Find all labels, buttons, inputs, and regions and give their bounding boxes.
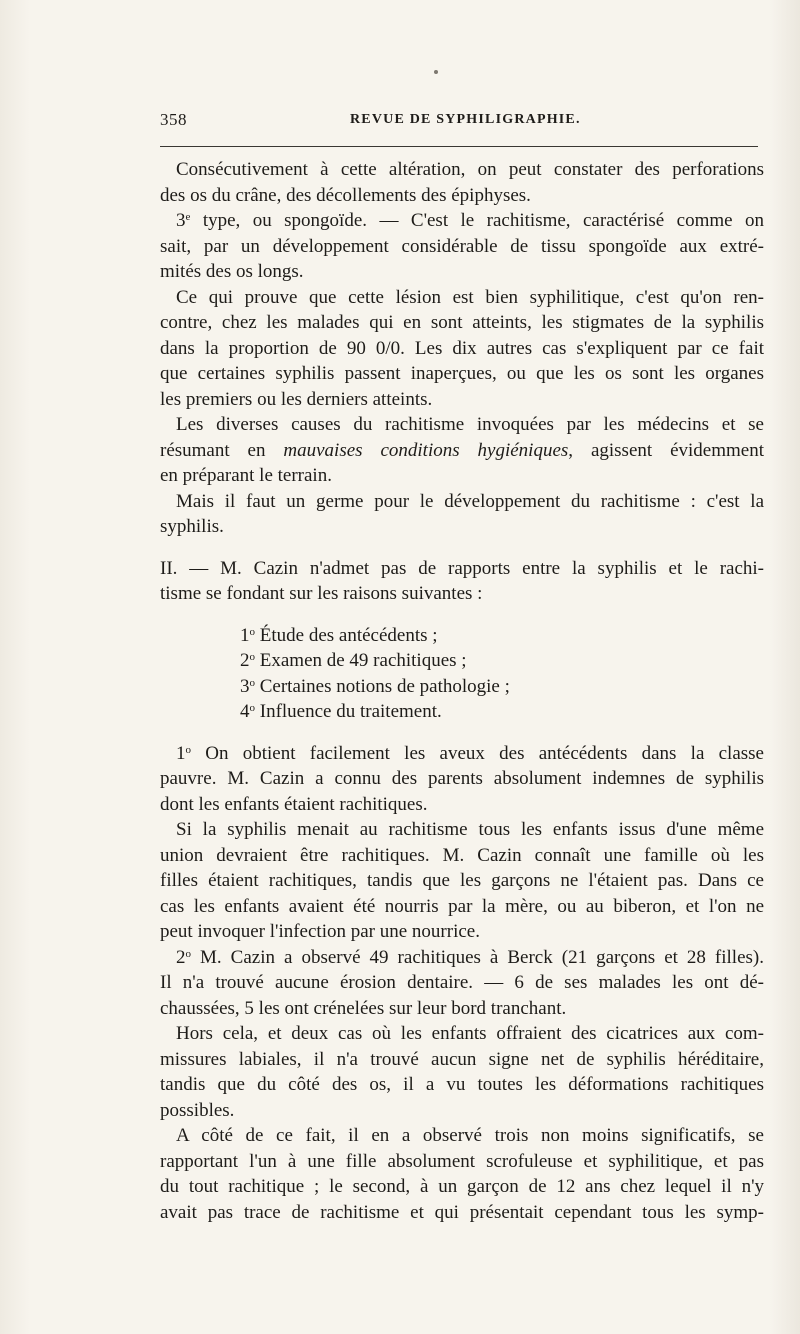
ink-speck bbox=[434, 70, 438, 74]
section-heading-line: II. — M. Cazin n'admet pas de rapports entre la syphilis et le rachi- bbox=[160, 557, 764, 579]
text-line: que certaines syphilis passent inaperçues, ou que les os sont les organes bbox=[160, 363, 764, 384]
body-text bbox=[160, 157, 764, 1225]
list-gap bbox=[160, 725, 764, 741]
ordinal-number: 1 bbox=[176, 742, 186, 764]
text-line: missures labiales, il n'a trouvé aucun signe net de syphilis héréditaire, bbox=[160, 1048, 764, 1070]
text-line: en préparant le terrain. bbox=[160, 465, 332, 486]
text-line: Il n'a trouvé aucune érosion dentaire. — 6 de ses malades les ont dé- bbox=[160, 972, 764, 993]
list-item bbox=[160, 623, 764, 649]
page-number: 358 bbox=[160, 110, 187, 129]
list-number: 2 bbox=[240, 650, 250, 671]
text-line: union devraient être rachitiques. M. Cazin connaît une famille où les bbox=[160, 844, 764, 866]
text-line: avait pas trace de rachitisme et qui présentait cependant tous les symp- bbox=[160, 1201, 764, 1223]
ordinal-suffix: e bbox=[185, 211, 191, 223]
ordinal-suffix: o bbox=[185, 743, 191, 756]
text-line: contre, chez les malades qui en sont atteints, les stigmates de la syphilis bbox=[160, 312, 764, 333]
text-line: sait, par un développement considérable de tissu spongoïde aux extré- bbox=[160, 235, 764, 257]
text-line: rapportant l'un à une fille absolument scrofuleuse et syphilitique, et pas bbox=[160, 1150, 764, 1172]
text-line bbox=[160, 438, 764, 464]
text-line: Mais il faut un germe pour le développement du rachitisme : c'est la bbox=[176, 490, 764, 512]
text-line: tisme se fondant sur les raisons suivantes : bbox=[160, 583, 483, 604]
text-line: pauvre. M. Cazin a connu des parents absolument indemnes de syphilis bbox=[160, 768, 764, 789]
list-gap bbox=[160, 607, 764, 623]
text-fragment: On obtient facilement les aveux des antécédents dans la classe bbox=[205, 742, 764, 764]
text-line: dans la proportion de 90 0/0. Les dix autres cas s'expliquent par ce fait bbox=[160, 337, 764, 359]
text-line: cas les enfants avaient été nourris par la mère, ou au biberon, et l'on ne bbox=[160, 895, 764, 917]
text-line bbox=[160, 741, 764, 767]
ordinal-number: 2 bbox=[176, 946, 186, 968]
text-line: les premiers ou les derniers atteints. bbox=[160, 388, 433, 410]
text-line: dont les enfants étaient rachitiques. bbox=[160, 793, 428, 815]
text-line: mités des os longs. bbox=[160, 261, 304, 282]
ordinal-suffix: o bbox=[249, 651, 255, 663]
ordinal-number: 3 bbox=[176, 210, 186, 231]
list-number: 4 bbox=[240, 701, 250, 722]
text-fragment: , agissent évidemment bbox=[568, 439, 764, 461]
text-line bbox=[160, 945, 764, 971]
text-line: A côté de ce fait, il en a observé trois non moins significatifs, se bbox=[176, 1125, 764, 1146]
text-line: peut invoquer l'infection par une nourrice. bbox=[160, 921, 480, 942]
section-gap bbox=[160, 540, 764, 556]
text-fragment: résumant en bbox=[160, 439, 284, 461]
list-item bbox=[160, 699, 764, 725]
text-line: Les diverses causes du rachitisme invoquées par les médecins et se bbox=[176, 414, 764, 435]
list-item-label: Influence du traitement. bbox=[259, 701, 442, 722]
list-number: 3 bbox=[240, 675, 250, 697]
text-line: possibles. bbox=[160, 1099, 235, 1121]
ordinal-suffix: o bbox=[249, 702, 255, 714]
italic-phrase: mauvaises conditions hygiéniques bbox=[283, 439, 569, 461]
header-rule bbox=[160, 146, 758, 147]
running-head: REVUE DE SYPHILIGRAPHIE. bbox=[350, 112, 581, 127]
text-line: Hors cela, et deux cas où les enfants offraient des cicatrices aux com- bbox=[176, 1023, 764, 1044]
page-header bbox=[160, 110, 760, 134]
text-line: chaussées, 5 les ont crénelées sur leur bord tranchant. bbox=[160, 997, 567, 1019]
list-item-label: Certaines notions de pathologie ; bbox=[259, 675, 510, 697]
list-item bbox=[160, 648, 764, 674]
list-number: 1 bbox=[240, 624, 250, 646]
ordinal-suffix: o bbox=[249, 676, 255, 689]
text-line: des os du crâne, des décollements des épiphyses. bbox=[160, 184, 531, 206]
ordinal-suffix: o bbox=[249, 625, 255, 638]
text-line: syphilis. bbox=[160, 516, 224, 537]
text-line: Ce qui prouve que cette lésion est bien syphilitique, c'est qu'on ren- bbox=[176, 286, 764, 308]
list-item-label: Étude des antécédents ; bbox=[259, 624, 438, 646]
list-item-label: Examen de 49 rachitiques ; bbox=[259, 650, 467, 671]
ordinal-suffix: o bbox=[185, 947, 191, 960]
text-fragment: type, ou spongoïde. — C'est le rachitisme, caractérisé comme on bbox=[202, 210, 764, 231]
text-line: Consécutivement à cette altération, on peut constater des perforations bbox=[176, 159, 764, 180]
text-line: du tout rachitique ; le second, à un garçon de 12 ans chez lequel il n'y bbox=[160, 1176, 764, 1197]
text-line: filles étaient rachitiques, tandis que les garçons ne l'étaient pas. Dans ce bbox=[160, 870, 764, 891]
text-line: tandis que du côté des os, il a vu toutes les déformations rachitiques bbox=[160, 1074, 764, 1095]
text-line bbox=[160, 208, 764, 234]
text-line: Si la syphilis menait au rachitisme tous les enfants issus d'une même bbox=[176, 819, 764, 840]
list-item bbox=[160, 674, 764, 700]
text-fragment: M. Cazin a observé 49 rachitiques à Berck (21 garçons et 28 filles). bbox=[200, 946, 764, 968]
